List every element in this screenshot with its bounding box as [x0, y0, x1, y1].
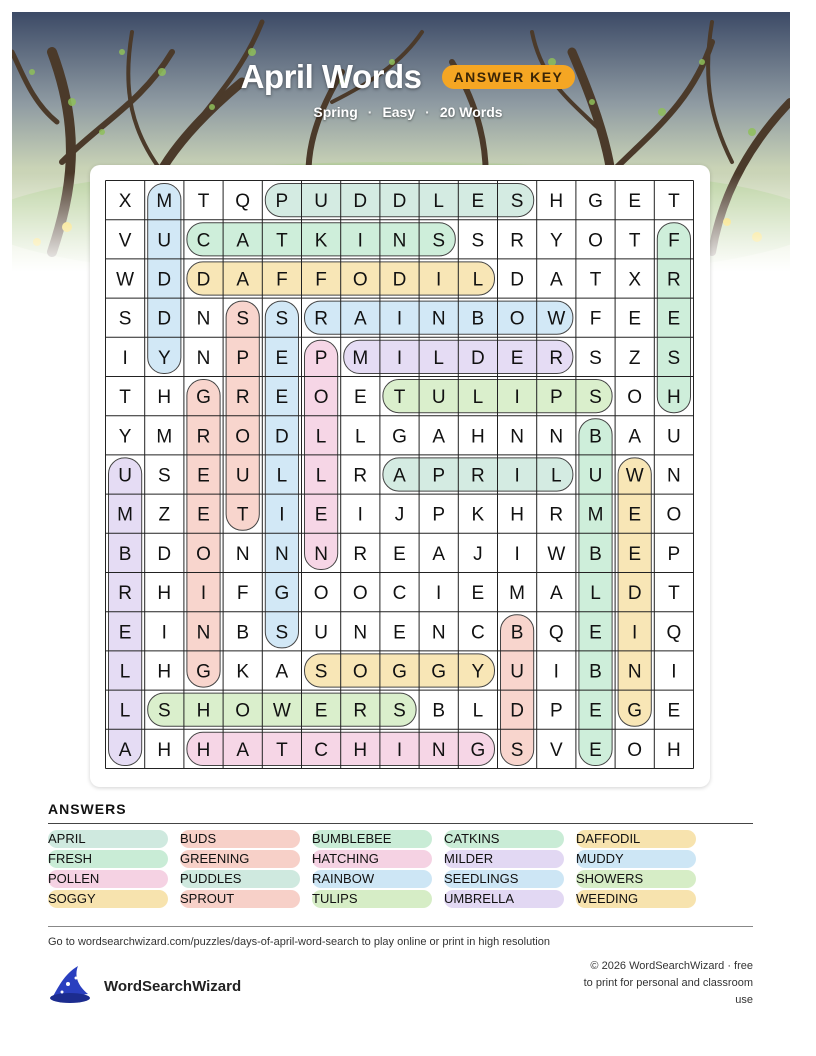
grid-letter[interactable]: S — [510, 739, 524, 761]
grid-letter[interactable]: M — [156, 191, 173, 213]
grid-letter[interactable]: L — [315, 465, 327, 487]
grid-letter[interactable]: H — [157, 387, 172, 409]
grid-letter[interactable]: L — [119, 661, 131, 683]
grid-letter[interactable]: C — [471, 622, 485, 644]
grid-letter[interactable]: A — [393, 465, 406, 487]
grid-letter[interactable]: H — [667, 387, 681, 409]
grid-letter[interactable]: D — [353, 191, 368, 213]
grid-letter[interactable]: P — [432, 465, 446, 487]
grid-letter[interactable]: I — [671, 661, 677, 683]
grid-letter[interactable]: X — [628, 269, 642, 291]
grid-letter[interactable]: Y — [549, 230, 563, 252]
grid-letter[interactable]: W — [272, 700, 291, 722]
grid-letter[interactable]: I — [514, 465, 520, 487]
grid-letter[interactable]: Q — [666, 622, 682, 644]
grid-letter[interactable]: O — [352, 583, 368, 605]
grid-letter[interactable]: E — [628, 191, 642, 213]
grid-letter[interactable]: U — [314, 622, 328, 644]
grid-letter[interactable]: S — [157, 465, 171, 487]
grid-letter[interactable]: O — [588, 230, 603, 252]
grid-letter[interactable]: L — [433, 191, 444, 213]
grid-letter[interactable]: A — [432, 426, 446, 448]
grid-letter[interactable]: R — [196, 426, 211, 448]
meta-word-count: 20 Words — [439, 104, 503, 120]
grid-letter[interactable]: A — [628, 426, 642, 448]
grid-letter[interactable]: L — [472, 700, 484, 722]
grid-letter[interactable]: A — [275, 661, 289, 683]
grid-letter[interactable]: I — [632, 622, 638, 644]
grid-letter[interactable]: O — [509, 308, 525, 330]
grid-letter[interactable]: N — [667, 465, 681, 487]
grid-letter[interactable]: H — [353, 739, 368, 761]
grid-letter[interactable]: S — [275, 308, 289, 330]
grid-letter[interactable]: U — [314, 191, 328, 213]
grid-letter[interactable]: B — [471, 308, 485, 330]
letter-layer — [116, 191, 681, 761]
grid-letter[interactable]: N — [196, 308, 211, 330]
grid-letter[interactable]: H — [196, 700, 211, 722]
grid-letter[interactable]: L — [276, 465, 288, 487]
answer-word-daffodil: DAFFODIL — [576, 830, 696, 848]
grid-letter[interactable]: U — [118, 465, 132, 487]
grid-letter[interactable]: E — [197, 504, 210, 526]
grid-letter[interactable]: Q — [548, 622, 564, 644]
answer-word-bumblebee: BUMBLEBEE — [312, 830, 432, 848]
grid-letter[interactable]: H — [667, 739, 681, 761]
grid-letter[interactable]: D — [157, 269, 172, 291]
grid-letter[interactable]: M — [117, 504, 134, 526]
grid-letter[interactable]: N — [549, 426, 564, 448]
grid-letter[interactable]: G — [470, 739, 486, 761]
grid-letter[interactable]: Q — [235, 191, 251, 213]
grid-letter[interactable]: E — [275, 347, 289, 369]
grid-letter[interactable]: T — [628, 230, 641, 252]
grid-letter[interactable]: I — [396, 308, 403, 330]
grid-letter[interactable]: K — [471, 504, 485, 526]
grid-letter[interactable]: N — [627, 661, 642, 683]
grid-letter[interactable]: H — [157, 661, 172, 683]
grid-letter[interactable]: U — [667, 426, 681, 448]
answer-word-greening: GREENING — [180, 850, 300, 868]
grid-letter[interactable]: I — [396, 347, 403, 369]
answer-word-april: APRIL — [48, 830, 168, 848]
grid-letter[interactable]: T — [197, 191, 210, 213]
grid-letter[interactable]: I — [161, 622, 167, 644]
grid-letter[interactable]: R — [353, 700, 368, 722]
grid-letter[interactable]: A — [236, 269, 250, 291]
grid-letter[interactable]: G — [274, 583, 290, 605]
brand-name: WordSearchWizard — [104, 978, 242, 995]
grid-letter[interactable]: R — [353, 465, 368, 487]
grid-letter[interactable]: C — [392, 583, 407, 605]
page-title: April Words — [240, 58, 422, 95]
answer-key-badge: ANSWER KEY — [442, 65, 576, 89]
grid-letter[interactable]: U — [235, 465, 250, 487]
grid-letter[interactable]: G — [431, 661, 447, 683]
grid-letter[interactable]: O — [235, 426, 251, 448]
grid-letter[interactable]: H — [510, 504, 524, 526]
grid-letter[interactable]: I — [436, 269, 442, 291]
grid-letter[interactable]: E — [589, 622, 602, 644]
grid-letter[interactable]: I — [436, 583, 442, 605]
grid-letter[interactable]: D — [510, 700, 524, 722]
grid-letter[interactable]: D — [392, 269, 407, 291]
grid-letter[interactable]: T — [236, 504, 249, 526]
grid-letter[interactable]: L — [551, 465, 562, 487]
answer-word-pollen: POLLEN — [48, 870, 168, 888]
grid-letter[interactable]: O — [313, 387, 329, 409]
copyright-text: © 2026 WordSearchWizard · free to print for personal and classroom use — [583, 960, 753, 1006]
grid-letter[interactable]: S — [432, 230, 446, 252]
grid-letter[interactable]: V — [549, 739, 563, 761]
grid-letter[interactable]: M — [352, 347, 369, 369]
grid-letter[interactable]: P — [314, 347, 328, 369]
grid-letter[interactable]: W — [547, 308, 566, 330]
grid-letter[interactable]: L — [472, 387, 484, 409]
grid-letter[interactable]: P — [549, 387, 563, 409]
grid-letter[interactable]: S — [471, 230, 485, 252]
grid-letter[interactable]: N — [353, 622, 368, 644]
grid-letter[interactable]: S — [393, 700, 406, 722]
grid-letter[interactable]: F — [236, 583, 249, 605]
grid-letter[interactable]: I — [514, 543, 520, 565]
grid-letter[interactable]: N — [431, 308, 446, 330]
grid-letter[interactable]: O — [666, 504, 682, 526]
grid-letter[interactable]: T — [119, 387, 131, 409]
answer-word-rainbow: RAINBOW — [312, 870, 432, 888]
grid-letter[interactable]: S — [118, 308, 132, 330]
grid-letter[interactable]: M — [509, 583, 526, 605]
answer-word-buds: BUDS — [180, 830, 300, 848]
grid-letter[interactable]: L — [355, 426, 366, 448]
grid-letter[interactable]: B — [589, 661, 602, 683]
grid-letter[interactable]: S — [157, 700, 171, 722]
grid-letter[interactable]: A — [118, 739, 132, 761]
grid-letter[interactable]: N — [275, 543, 289, 565]
grid-letter[interactable]: U — [431, 387, 446, 409]
grid-letter[interactable]: R — [471, 465, 485, 487]
grid-letter[interactable]: A — [236, 230, 250, 252]
grid-letter[interactable]: G — [392, 426, 407, 448]
grid-letter[interactable]: O — [313, 583, 329, 605]
grid-letter[interactable]: D — [196, 269, 211, 291]
grid-letter[interactable]: D — [275, 426, 289, 448]
grid-letter[interactable]: T — [393, 387, 406, 409]
grid-letter[interactable]: E — [118, 622, 132, 644]
grid-letter[interactable]: N — [510, 426, 524, 448]
grid-letter[interactable]: N — [235, 543, 250, 565]
grid-letter[interactable]: G — [627, 700, 643, 722]
grid-letter[interactable]: I — [357, 504, 363, 526]
answer-word-umbrella: UMBRELLA — [444, 890, 564, 908]
answers-heading: ANSWERS — [48, 801, 127, 817]
answer-word-showers: SHOWERS — [576, 870, 696, 888]
grid-letter[interactable]: Y — [118, 426, 132, 448]
grid-letter[interactable]: C — [314, 739, 328, 761]
grid-letter[interactable]: P — [275, 191, 289, 213]
answer-word-milder: MILDER — [444, 850, 564, 868]
grid-letter[interactable]: L — [119, 700, 131, 722]
grid-letter[interactable]: S — [667, 347, 681, 369]
grid-letter[interactable]: R — [118, 583, 132, 605]
grid-letter[interactable]: U — [588, 465, 603, 487]
grid-letter[interactable]: S — [236, 308, 250, 330]
brand — [48, 964, 241, 1009]
grid-letter[interactable]: E — [393, 622, 406, 644]
answer-word-weeding: WEEDING — [576, 890, 696, 908]
grid-letter[interactable]: D — [627, 583, 642, 605]
grid-letter[interactable]: N — [314, 543, 328, 565]
answer-word-tulips: TULIPS — [312, 890, 432, 908]
grid-letter[interactable]: S — [275, 622, 289, 644]
grid-letter[interactable]: W — [625, 465, 644, 487]
grid-letter[interactable]: F — [315, 269, 327, 291]
grid-letter[interactable]: B — [118, 543, 132, 565]
footer-divider — [48, 926, 753, 927]
grid-letter[interactable]: T — [668, 583, 680, 605]
grid-letter[interactable]: W — [116, 269, 135, 291]
footer-url-text: Go to wordsearchwizard.com/puzzles/days-of-april-word-search to play online or print in high resolution — [48, 936, 550, 948]
grid-letter[interactable]: E — [510, 347, 524, 369]
answer-word-fresh: FRESH — [48, 850, 168, 868]
grid-letter[interactable]: O — [235, 700, 251, 722]
grid-letter[interactable]: O — [352, 269, 368, 291]
grid-letter[interactable]: H — [196, 739, 211, 761]
grid-letter[interactable]: E — [314, 700, 328, 722]
grid-letter[interactable]: K — [236, 661, 250, 683]
grid-letter[interactable]: L — [590, 583, 601, 605]
grid-letter[interactable]: N — [196, 622, 211, 644]
grid-letter[interactable]: W — [547, 543, 566, 565]
grid-letter[interactable]: B — [432, 700, 446, 722]
answer-word-seedlings: SEEDLINGS — [444, 870, 564, 888]
answer-word-muddy: MUDDY — [576, 850, 696, 868]
answer-word-sprout: SPROUT — [180, 890, 300, 908]
grid-letter[interactable]: S — [589, 387, 602, 409]
grid-letter[interactable]: T — [668, 191, 680, 213]
grid-letter[interactable]: G — [392, 661, 407, 683]
grid-letter[interactable]: M — [587, 504, 604, 526]
grid-letter[interactable]: F — [276, 269, 288, 291]
grid-letter[interactable]: Z — [628, 347, 641, 369]
grid-letter[interactable]: E — [667, 308, 681, 330]
grid-letter[interactable]: S — [314, 661, 328, 683]
grid-letter[interactable]: L — [472, 269, 484, 291]
grid-letter[interactable]: S — [510, 191, 524, 213]
grid-letter[interactable]: L — [315, 426, 327, 448]
grid-letter[interactable]: G — [588, 191, 603, 213]
grid-letter[interactable]: E — [628, 308, 642, 330]
grid-letter[interactable]: N — [196, 347, 211, 369]
grid-letter[interactable]: B — [510, 622, 524, 644]
grid-letter[interactable]: D — [471, 347, 485, 369]
grid-letter[interactable]: D — [510, 269, 524, 291]
grid-letter[interactable]: I — [122, 347, 128, 369]
grid-letter[interactable]: U — [510, 661, 524, 683]
grid-letter[interactable]: H — [471, 426, 485, 448]
grid-letter[interactable]: O — [627, 387, 643, 409]
grid-letter[interactable]: N — [392, 230, 407, 252]
grid-letter[interactable]: E — [667, 700, 681, 722]
grid-letter[interactable]: L — [433, 347, 444, 369]
answer-word-catkins: CATKINS — [444, 830, 564, 848]
grid-letter[interactable]: R — [314, 308, 328, 330]
grid-letter[interactable]: T — [589, 269, 602, 291]
grid-letter[interactable]: E — [628, 543, 642, 565]
grid-letter[interactable]: A — [353, 308, 367, 330]
grid-letter[interactable]: N — [431, 622, 446, 644]
grid-letter[interactable]: T — [276, 739, 288, 761]
grid-letter[interactable]: P — [236, 347, 250, 369]
grid-letter[interactable]: U — [157, 230, 172, 252]
grid-letter[interactable]: B — [589, 426, 602, 448]
grid-letter[interactable]: G — [196, 387, 211, 409]
grid-letter[interactable]: A — [236, 739, 250, 761]
puzzle-meta: Spring · Easy · 20 Words — [313, 104, 503, 120]
grid-letter[interactable]: G — [196, 661, 211, 683]
grid-letter[interactable]: E — [589, 739, 602, 761]
grid-letter[interactable]: E — [471, 583, 485, 605]
grid-letter[interactable]: Z — [158, 504, 171, 526]
grid-letter[interactable]: X — [118, 191, 132, 213]
grid-letter[interactable]: R — [235, 387, 250, 409]
grid-letter[interactable]: I — [279, 504, 285, 526]
grid-letter[interactable]: E — [628, 504, 642, 526]
grid-letter[interactable]: B — [589, 543, 602, 565]
grid-letter[interactable]: E — [275, 387, 289, 409]
grid-letter[interactable]: R — [667, 269, 681, 291]
answer-word-soggy: SOGGY — [48, 890, 168, 908]
grid-letter[interactable]: I — [514, 387, 520, 409]
grid-letter[interactable]: Y — [157, 347, 171, 369]
grid-letter[interactable]: R — [353, 543, 368, 565]
title-row — [0, 58, 816, 96]
word-search-grid — [105, 180, 696, 771]
grid-letter[interactable]: I — [200, 583, 207, 605]
grid-letter[interactable]: E — [353, 387, 367, 409]
grid-letter[interactable]: R — [549, 347, 564, 369]
grid-letter[interactable]: E — [197, 465, 210, 487]
grid-letter[interactable]: K — [314, 230, 328, 252]
grid-letter[interactable]: P — [432, 504, 446, 526]
grid-letter[interactable]: H — [157, 739, 172, 761]
grid-letter[interactable]: J — [473, 543, 483, 565]
grid-letter[interactable]: E — [589, 700, 602, 722]
grid-letter[interactable]: O — [352, 661, 368, 683]
grid-letter[interactable]: B — [236, 622, 250, 644]
answer-word-hatching: HATCHING — [312, 850, 432, 868]
grid-letter[interactable]: O — [627, 739, 643, 761]
grid-letter[interactable]: A — [432, 543, 446, 565]
grid-letter[interactable]: Y — [471, 661, 485, 683]
grid-letter[interactable]: R — [510, 230, 524, 252]
grid-letter[interactable]: D — [392, 191, 407, 213]
grid-letter[interactable]: I — [553, 661, 559, 683]
grid-letter[interactable]: O — [196, 543, 211, 565]
grid-letter[interactable]: H — [549, 191, 564, 213]
answers-divider — [48, 823, 753, 824]
grid-letter[interactable]: S — [589, 347, 602, 369]
grid-letter[interactable]: N — [431, 739, 446, 761]
answer-word-puddles: PUDDLES — [180, 870, 300, 888]
grid-letter[interactable]: A — [549, 583, 563, 605]
grid-letter[interactable]: P — [667, 543, 681, 565]
grid-letter[interactable]: P — [549, 700, 563, 722]
grid-letter[interactable]: J — [394, 504, 405, 526]
grid-letter[interactable]: F — [589, 308, 602, 330]
wizard-hat-icon — [48, 964, 92, 1009]
grid-letter[interactable]: E — [314, 504, 328, 526]
grid-letter[interactable]: H — [157, 583, 172, 605]
meta-difficulty: Easy — [382, 104, 416, 120]
meta-season: Spring — [313, 104, 358, 120]
grid-letter[interactable]: C — [196, 230, 211, 252]
grid-letter[interactable]: E — [393, 543, 406, 565]
answers-list — [48, 830, 753, 908]
grid-letter[interactable]: I — [396, 739, 403, 761]
grid-letter[interactable]: T — [276, 230, 288, 252]
grid-letter[interactable]: R — [549, 504, 564, 526]
grid-letter[interactable]: D — [157, 543, 172, 565]
grid-letter[interactable]: F — [668, 230, 680, 252]
grid-letter[interactable]: D — [157, 308, 172, 330]
grid-letter[interactable]: V — [118, 230, 132, 252]
grid-letter[interactable]: A — [549, 269, 563, 291]
grid-letter[interactable]: I — [357, 230, 363, 252]
grid-letter[interactable]: M — [156, 426, 173, 448]
grid-letter[interactable]: E — [471, 191, 485, 213]
